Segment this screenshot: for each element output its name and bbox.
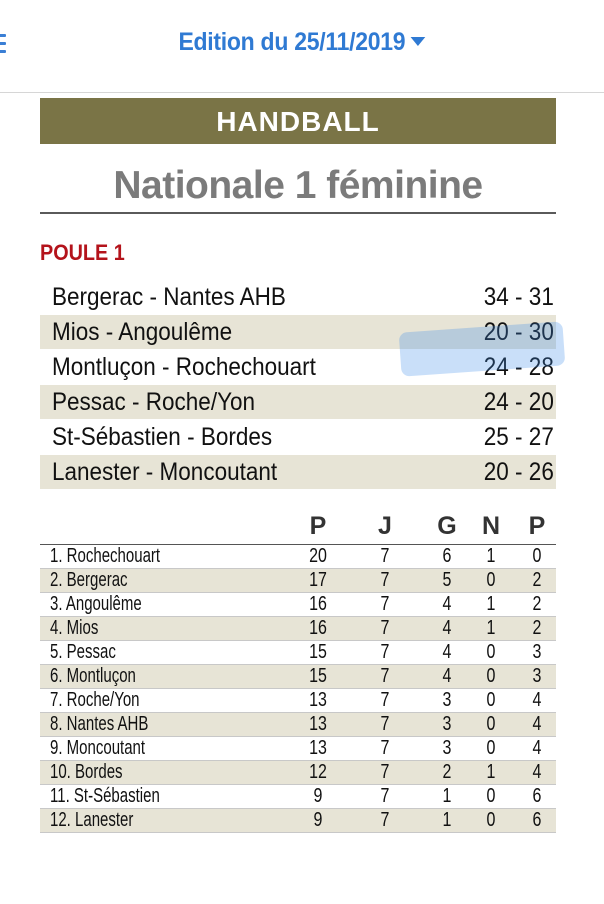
match-score: 24 - 20 bbox=[483, 388, 554, 416]
result-row bbox=[40, 455, 556, 489]
standings-row bbox=[40, 737, 556, 761]
cell-lost: 6 bbox=[532, 785, 542, 807]
header-draw: N bbox=[481, 512, 501, 540]
match-score: 34 - 31 bbox=[483, 283, 554, 311]
cell-points: 16 bbox=[309, 593, 327, 615]
cell-draw: 1 bbox=[486, 593, 496, 615]
team-name: 11. St-Sébastien bbox=[50, 785, 160, 807]
match-teams: Pessac - Roche/Yon bbox=[52, 388, 256, 416]
standings-row bbox=[40, 617, 556, 641]
header-points: P bbox=[309, 512, 327, 540]
cell-lost: 4 bbox=[532, 737, 542, 759]
cell-draw: 1 bbox=[486, 617, 496, 639]
cell-played: 7 bbox=[380, 809, 390, 831]
team-name: 12. Lanester bbox=[50, 809, 134, 831]
standings-row bbox=[40, 545, 556, 569]
cell-points: 13 bbox=[309, 689, 327, 711]
team-name: 10. Bordes bbox=[50, 761, 123, 783]
cell-draw: 1 bbox=[486, 761, 496, 783]
team-name: 6. Montluçon bbox=[50, 665, 136, 687]
cell-won: 1 bbox=[442, 785, 452, 807]
result-row bbox=[40, 420, 556, 454]
match-teams: St-Sébastien - Bordes bbox=[52, 423, 273, 451]
cell-points: 13 bbox=[309, 737, 327, 759]
standings-row bbox=[40, 809, 556, 833]
cell-points: 17 bbox=[309, 569, 327, 591]
cell-points: 16 bbox=[309, 617, 327, 639]
header-lost: P bbox=[528, 512, 546, 540]
cell-played: 7 bbox=[380, 569, 390, 591]
cell-points: 13 bbox=[309, 713, 327, 735]
cell-points: 9 bbox=[313, 809, 323, 831]
cell-draw: 0 bbox=[486, 689, 496, 711]
match-teams: Bergerac - Nantes AHB bbox=[52, 283, 286, 311]
cell-played: 7 bbox=[380, 737, 390, 759]
cell-won: 3 bbox=[442, 737, 452, 759]
cell-draw: 0 bbox=[486, 569, 496, 591]
cell-lost: 4 bbox=[532, 713, 542, 735]
match-score: 25 - 27 bbox=[483, 423, 554, 451]
cell-draw: 0 bbox=[486, 641, 496, 663]
cell-won: 3 bbox=[442, 713, 452, 735]
result-row bbox=[40, 280, 556, 314]
cell-played: 7 bbox=[380, 545, 390, 567]
cell-won: 4 bbox=[442, 665, 452, 687]
cell-played: 7 bbox=[380, 593, 390, 615]
standings-row bbox=[40, 689, 556, 713]
match-teams: Lanester - Moncoutant bbox=[52, 458, 278, 486]
standings-row bbox=[40, 761, 556, 785]
cell-points: 12 bbox=[309, 761, 327, 783]
cell-won: 1 bbox=[442, 809, 452, 831]
team-name: 7. Roche/Yon bbox=[50, 689, 140, 711]
group-title: POULE 1 bbox=[40, 240, 125, 265]
team-name: 3. Angoulême bbox=[50, 593, 142, 615]
cell-won: 4 bbox=[442, 641, 452, 663]
cell-won: 4 bbox=[442, 617, 452, 639]
edition-label: Edition du 25/11/2019 bbox=[178, 28, 406, 56]
cell-played: 7 bbox=[380, 617, 390, 639]
cell-played: 7 bbox=[380, 689, 390, 711]
team-name: 2. Bergerac bbox=[50, 569, 128, 591]
match-score: 20 - 26 bbox=[483, 458, 554, 486]
match-teams: Montluçon - Rochechouart bbox=[52, 353, 316, 381]
cell-lost: 4 bbox=[532, 761, 542, 783]
cell-points: 15 bbox=[309, 665, 327, 687]
cell-points: 9 bbox=[313, 785, 323, 807]
edition-selector[interactable] bbox=[24, 28, 580, 57]
top-bar bbox=[0, 0, 604, 93]
header-won: G bbox=[437, 512, 457, 540]
cell-won: 4 bbox=[442, 593, 452, 615]
standings-row bbox=[40, 569, 556, 593]
cell-played: 7 bbox=[380, 641, 390, 663]
team-name: 4. Mios bbox=[50, 617, 99, 639]
cell-played: 7 bbox=[380, 665, 390, 687]
standings-header bbox=[40, 512, 556, 545]
cell-draw: 1 bbox=[486, 545, 496, 567]
result-row bbox=[40, 385, 556, 419]
match-score: 20 - 30 bbox=[483, 318, 554, 346]
standings-row bbox=[40, 713, 556, 737]
standings-table bbox=[40, 512, 556, 833]
cell-played: 7 bbox=[380, 713, 390, 735]
cell-lost: 4 bbox=[532, 689, 542, 711]
cell-draw: 0 bbox=[486, 737, 496, 759]
cell-draw: 0 bbox=[486, 785, 496, 807]
cell-draw: 0 bbox=[486, 809, 496, 831]
cell-won: 2 bbox=[442, 761, 452, 783]
cell-lost: 0 bbox=[532, 545, 542, 567]
menu-icon[interactable] bbox=[0, 34, 6, 56]
cell-lost: 2 bbox=[532, 593, 542, 615]
team-name: 9. Moncoutant bbox=[50, 737, 146, 759]
match-score: 24 - 28 bbox=[483, 353, 554, 381]
match-teams: Mios - Angoulême bbox=[52, 318, 233, 346]
standings-row bbox=[40, 785, 556, 809]
cell-draw: 0 bbox=[486, 665, 496, 687]
cell-played: 7 bbox=[380, 761, 390, 783]
league-title: Nationale 1 féminine bbox=[113, 164, 483, 207]
cell-lost: 2 bbox=[532, 617, 542, 639]
cell-lost: 3 bbox=[532, 641, 542, 663]
standings-row bbox=[40, 641, 556, 665]
cell-lost: 3 bbox=[532, 665, 542, 687]
cell-won: 3 bbox=[442, 689, 452, 711]
cell-draw: 0 bbox=[486, 713, 496, 735]
team-name: 1. Rochechouart bbox=[50, 545, 161, 567]
sport-banner: HANDBALL bbox=[40, 98, 556, 144]
team-name: 8. Nantes AHB bbox=[50, 713, 149, 735]
standings-row bbox=[40, 665, 556, 689]
results-list bbox=[40, 280, 556, 490]
cell-points: 20 bbox=[309, 545, 327, 567]
standings-body bbox=[40, 545, 556, 833]
cell-played: 7 bbox=[380, 785, 390, 807]
cell-points: 15 bbox=[309, 641, 327, 663]
cell-won: 5 bbox=[442, 569, 452, 591]
cell-lost: 6 bbox=[532, 809, 542, 831]
divider bbox=[40, 212, 556, 214]
cell-won: 6 bbox=[442, 545, 452, 567]
standings-row bbox=[40, 593, 556, 617]
header-played: J bbox=[378, 512, 392, 540]
caret-down-icon bbox=[411, 37, 426, 46]
team-name: 5. Pessac bbox=[50, 641, 116, 663]
cell-lost: 2 bbox=[532, 569, 542, 591]
